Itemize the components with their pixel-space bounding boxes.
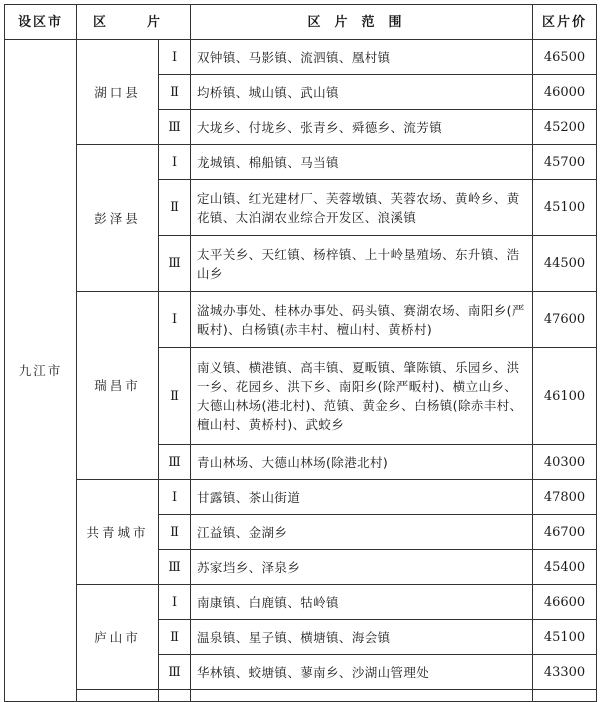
table-row bbox=[5, 585, 597, 620]
scope-cell: 龙城镇、棉船镇、马当镇 bbox=[191, 145, 533, 180]
county-cell: 彭泽县 bbox=[77, 145, 159, 292]
land-price-table bbox=[4, 4, 597, 702]
grade-cell: Ⅲ bbox=[159, 655, 191, 690]
header-scope: 区片范围 bbox=[191, 5, 533, 40]
scope-cell: 青山林场、大德山林场(除港北村) bbox=[191, 445, 533, 480]
price-cell: 46600 bbox=[533, 585, 597, 620]
county-cell: 庐山市 bbox=[77, 585, 159, 690]
scope-cell: 甘露镇、茶山街道 bbox=[191, 480, 533, 515]
grade-cell: Ⅲ bbox=[159, 236, 191, 292]
header-price: 区片价 bbox=[533, 5, 597, 40]
price-cell: 45100 bbox=[533, 620, 597, 655]
scope-cell: 南康镇、白鹿镇、牯岭镇 bbox=[191, 585, 533, 620]
county-cell-partial bbox=[77, 690, 159, 702]
grade-cell: Ⅲ bbox=[159, 110, 191, 145]
grade-cell: Ⅲ bbox=[159, 445, 191, 480]
grade-cell: Ⅰ bbox=[159, 292, 191, 348]
price-cell: 46100 bbox=[533, 348, 597, 445]
price-cell: 46500 bbox=[533, 40, 597, 75]
price-cell: 45200 bbox=[533, 110, 597, 145]
grade-cell: Ⅰ bbox=[159, 480, 191, 515]
scope-cell: 大垅乡、付垅乡、张青乡、舜德乡、流芳镇 bbox=[191, 110, 533, 145]
grade-cell: Ⅱ bbox=[159, 348, 191, 445]
price-cell: 47800 bbox=[533, 480, 597, 515]
scope-cell: 温泉镇、星子镇、横塘镇、海会镇 bbox=[191, 620, 533, 655]
county-cell: 湖口县 bbox=[77, 40, 159, 145]
grade-cell: Ⅱ bbox=[159, 515, 191, 550]
scope-cell: 太平关乡、天红镇、杨梓镇、上十岭垦殖场、东升镇、浩山乡 bbox=[191, 236, 533, 292]
grade-cell: Ⅲ bbox=[159, 550, 191, 585]
price-cell: 40300 bbox=[533, 445, 597, 480]
scope-cell: 苏家垱乡、泽泉乡 bbox=[191, 550, 533, 585]
city-cell: 九江市 bbox=[5, 40, 77, 702]
grade-cell: Ⅱ bbox=[159, 180, 191, 236]
price-cell: 45700 bbox=[533, 145, 597, 180]
grade-cell: Ⅱ bbox=[159, 620, 191, 655]
grade-cell: Ⅱ bbox=[159, 75, 191, 110]
scope-cell: 定山镇、红光建材厂、芙蓉墩镇、芙蓉农场、黄岭乡、黄花镇、太泊湖农业综合开发区、浪溪镇 bbox=[191, 180, 533, 236]
price-cell-partial bbox=[533, 690, 597, 702]
price-cell: 47600 bbox=[533, 292, 597, 348]
grade-cell: Ⅰ bbox=[159, 145, 191, 180]
scope-cell: 南义镇、横港镇、高丰镇、夏畈镇、肇陈镇、乐园乡、洪一乡、花园乡、洪下乡、南阳乡(除严畈村)、横立山乡、大德山林场(港北村)、范镇、黄金乡、白杨镇(除赤丰村、檀山村、黄桥村)、武蛟乡 bbox=[191, 348, 533, 445]
grade-cell: Ⅰ bbox=[159, 40, 191, 75]
header-area: 区 片 bbox=[77, 5, 191, 40]
table-row bbox=[5, 40, 597, 75]
price-cell: 45400 bbox=[533, 550, 597, 585]
grade-cell: Ⅰ bbox=[159, 585, 191, 620]
price-cell: 46000 bbox=[533, 75, 597, 110]
scope-cell: 均桥镇、城山镇、武山镇 bbox=[191, 75, 533, 110]
county-cell: 共青城市 bbox=[77, 480, 159, 585]
price-cell: 44500 bbox=[533, 236, 597, 292]
scope-cell: 华林镇、蛟塘镇、蓼南乡、沙湖山管理处 bbox=[191, 655, 533, 690]
scope-cell: 双钟镇、马影镇、流泗镇、凰村镇 bbox=[191, 40, 533, 75]
scope-cell: 江益镇、金湖乡 bbox=[191, 515, 533, 550]
price-cell: 43300 bbox=[533, 655, 597, 690]
table-row bbox=[5, 292, 597, 348]
header-row bbox=[5, 5, 597, 40]
table-row bbox=[5, 480, 597, 515]
price-cell: 46700 bbox=[533, 515, 597, 550]
table-row bbox=[5, 145, 597, 180]
table-row-partial bbox=[5, 690, 597, 702]
price-cell: 45100 bbox=[533, 180, 597, 236]
grade-cell-partial bbox=[159, 690, 191, 702]
county-cell: 瑞昌市 bbox=[77, 292, 159, 480]
scope-cell: 湓城办事处、桂林办事处、码头镇、赛湖农场、南阳乡(严畈村)、白杨镇(赤丰村、檀山村、黄桥村) bbox=[191, 292, 533, 348]
scope-cell-partial bbox=[191, 690, 533, 702]
header-city: 设区市 bbox=[5, 5, 77, 40]
